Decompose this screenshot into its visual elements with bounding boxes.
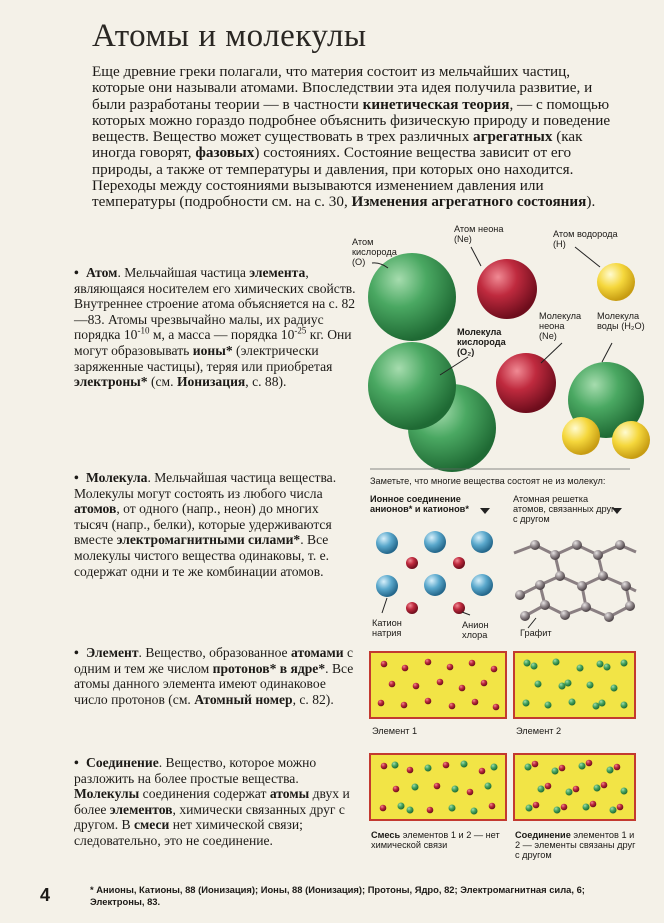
intro-text-1: Еще древние греки полагали, что материя состоит из мельчайших частиц, которые они называли атомами. Впоследствии эта идея получила развитие, и были разработаны теории — в частности <box>92 63 593 113</box>
def-text: , являющаяся носителем его химических свойств. Внутреннее строение атома объясняется на с. 82—83. Атомы чрезвычайно малы, их радиус порядка 10 <box>74 265 356 343</box>
intro-term-phase: фазовых <box>195 144 255 162</box>
intro-text-2: , — с помощью которых можно гораздо подробнее объяснить физическую природу и поведение веществ. Вещество может существовать в трех различных <box>92 95 611 146</box>
label-note: Заметьте, что многие вещества состоят не из молекул: <box>370 476 606 486</box>
neon-molecule <box>496 353 556 413</box>
term-compound: Соединение <box>86 755 159 770</box>
panel-compound <box>514 754 635 820</box>
label-oxygen-molecule-text: Молекула кислорода (O₂) <box>457 327 506 357</box>
def-text: . Все атомы данного элемента имеют одинаковое число протонов (см. <box>74 660 354 707</box>
def-text: , с. 88). <box>245 374 287 390</box>
intro-text-4: ) состояниях. Состояние вещества зависит от его природы, а также от температуры и давления, при которых оно находится. Переходы между состояниями вызываются изменением давления или температуры (подробности см. на с. 30, <box>92 144 574 211</box>
def-text: соединения содержат <box>139 786 270 802</box>
bullet-icon: • <box>74 470 79 485</box>
panel-element-2 <box>514 652 635 718</box>
def-text: , химически связанных друг с другом. В <box>74 801 345 833</box>
def-text: с одним и тем же числом <box>74 645 353 676</box>
def-text: м, а масса — порядка 10 <box>149 327 295 343</box>
intro-text-3: (как иногда говорят, <box>92 128 583 162</box>
label-neon-atom: Атом неона (Ne) <box>454 224 504 244</box>
def-bold: элементов <box>109 801 173 817</box>
term-element: Элемент <box>86 645 139 660</box>
term-atom: Атом <box>86 265 118 280</box>
label-element-1: Элемент 1 <box>372 726 418 736</box>
def-text: , от одного (напр., неон) до многих тысяч (напр., белки), которые удерживаются вместе <box>74 501 332 548</box>
label-element-2: Элемент 2 <box>516 726 562 736</box>
bullet-icon: • <box>74 265 79 280</box>
label-compound-text: элементов 1 и 2 — элементы связаны друг с другом <box>515 830 636 860</box>
def-text: кг. Они могут образовывать <box>74 327 352 358</box>
label-mixture <box>371 830 506 850</box>
def-bold: атомами <box>291 645 344 660</box>
def-text: . Вещество, которое можно разложить на более простые вещества. <box>74 755 317 786</box>
def-text: . Мельчайшая частица вещества. Молекулы могут состоять из любого числа <box>74 470 337 501</box>
label-water-molecule: Молекула воды (H₂O) <box>597 311 645 331</box>
def-text: двух и более <box>74 786 350 817</box>
panel-mixture <box>370 754 506 820</box>
label-hydrogen-atom: Атом водорода (H) <box>553 229 618 249</box>
oxygen-molecule-atom-1 <box>368 342 456 430</box>
label-graphite: Графит <box>520 628 552 638</box>
def-bold: ионы* <box>192 342 233 358</box>
panel-element-1 <box>370 652 506 718</box>
bullet-icon: • <box>74 645 79 660</box>
def-text: нет химической связи; следовательно, это не соединение. <box>74 817 303 848</box>
def-text: (электрически заряженные частицы), теряя или приобретая <box>74 342 333 374</box>
def-bold: Молекулы <box>74 786 140 802</box>
label-cation: Катион натрия <box>372 618 402 638</box>
water-hydrogen-atom-1 <box>562 417 600 455</box>
ionic-compound-lattice <box>376 531 493 614</box>
def-bold: смеси <box>133 817 170 833</box>
intro-term-aggregate: агрегатных <box>472 128 553 146</box>
label-anion: Анион хлора <box>462 620 489 640</box>
intro-link-state-change: Изменения агрегатного состояния <box>351 193 587 211</box>
def-text: , с. 82). <box>292 691 334 707</box>
def-text: (см. <box>147 374 177 390</box>
exponent: -10 <box>137 325 150 336</box>
def-text: . Все молекулы чистого вещества одинаковы, т. е. содержат одни и те же комбинации атомов. <box>74 532 330 579</box>
bullet-icon: • <box>74 755 79 770</box>
def-text: . Вещество, образованное <box>138 645 291 660</box>
label-compound <box>515 830 637 860</box>
def-bold: Атомный номер <box>194 691 293 707</box>
label-mixture-bold: Смесь <box>371 830 401 840</box>
term-molecule: Молекула <box>86 470 148 485</box>
neon-atom <box>477 259 537 319</box>
def-bold: атомов <box>74 501 117 517</box>
def-bold: Ионизация <box>176 374 246 390</box>
def-bold: атомы <box>269 786 310 802</box>
page-title: Атомы и молекулы <box>92 18 367 54</box>
def-text: . Мельчайшая частица <box>117 265 250 280</box>
label-oxygen-molecule <box>457 327 515 357</box>
label-mixture-text: элементов 1 и 2 — нет химической связи <box>371 830 500 850</box>
water-hydrogen-atom-2 <box>612 421 650 459</box>
label-oxygen-atom: Атом кислорода (O) <box>352 237 397 267</box>
def-bold: элемента <box>249 265 306 280</box>
label-compound-bold: Соединение <box>515 830 571 840</box>
label-ionic-compound <box>370 494 482 514</box>
exponent: -25 <box>294 325 307 336</box>
def-bold: электромагнитными силами* <box>116 532 301 548</box>
graphite-lattice <box>514 545 636 617</box>
footnote: * Анионы, Катионы, 88 (Ионизация); Ионы, 88 (Ионизация); Протоны, Ядро, 82; Электромагнитная сила, 6; Электроны, 83. <box>90 884 585 907</box>
hydrogen-atom <box>597 263 635 301</box>
def-bold: протонов* в ядре* <box>212 660 326 676</box>
intro-term-kinetic: кинетическая теория <box>362 95 510 113</box>
label-ionic-text: Ионное соединение анионов* и катионов* <box>370 494 469 514</box>
label-atomic-lattice: Атомная решетка атомов, связанных друг с другом <box>513 494 615 524</box>
label-neon-molecule: Молекула неона (Ne) <box>539 311 582 341</box>
def-bold: электроны* <box>74 374 148 390</box>
page-number: 4 <box>40 885 51 905</box>
intro-text-5: ). <box>586 193 596 211</box>
